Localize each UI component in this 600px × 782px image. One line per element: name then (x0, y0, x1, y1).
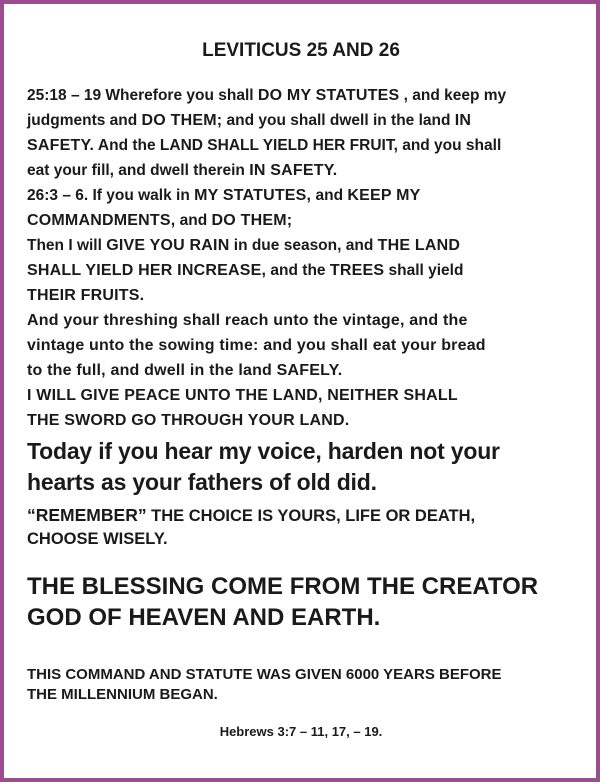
blessing-line-1: THE BLESSING COME FROM THE CREATOR (27, 573, 539, 600)
remember-line (27, 505, 475, 526)
emphasis: DO MY STATUTES (257, 87, 400, 104)
text: eat your fill, and dwell therein (27, 162, 250, 179)
text: THE SWORD GO THROUGH YOUR LAND. (27, 412, 350, 429)
text: Then I will (27, 237, 107, 254)
emphasis: DO THEM; (211, 212, 293, 229)
verse-line (27, 112, 471, 130)
verse-line (27, 287, 144, 305)
text: judgments and (27, 112, 142, 129)
text: in due season, and (229, 237, 378, 254)
emphasis: MY STATUTES, (194, 187, 312, 204)
command-line-1: THIS COMMAND AND STATUTE WAS GIVEN 6000 YEARS BEFORE (27, 666, 502, 683)
verse-line (27, 262, 463, 280)
verse-line (27, 337, 486, 355)
text: and (311, 187, 348, 204)
remember-text: THE CHOICE IS YOURS, LIFE OR DEATH, (146, 507, 476, 525)
verse-line (27, 412, 349, 430)
verse-line (27, 237, 460, 255)
emphasis: TREES (329, 262, 385, 279)
text: I WILL GIVE PEACE UNTO THE LAND, NEITHER SHALL (27, 387, 458, 404)
remember-line-2: CHOOSE WISELY. (27, 530, 168, 548)
verse-line (27, 362, 342, 380)
emphasis: THE LAND (377, 237, 461, 254)
verse-line (27, 87, 506, 105)
text: And the LAND SHALL YIELD HER FRUIT, and you shall (94, 137, 502, 154)
today-line-2: hearts as your fathers of old did. (27, 469, 377, 495)
text: shall yield (384, 262, 464, 279)
text: and (175, 212, 212, 229)
verse-line (27, 312, 468, 330)
text: and you shall dwell in the land (222, 112, 455, 129)
scripture-reference: Hebrews 3:7 – 11, 17, – 19. (219, 724, 383, 739)
emphasis: THEIR FRUITS. (27, 287, 145, 304)
emphasis: GIVE YOU RAIN (106, 237, 230, 254)
emphasis: SAFELY. (276, 362, 343, 379)
text: 26:3 – 6. If you walk in (27, 187, 195, 204)
text: , and keep my (399, 87, 507, 104)
page-title: LEVITICUS 25 AND 26 (202, 40, 400, 61)
today-line-1: Today if you hear my voice, harden not your (27, 438, 500, 464)
text: to the full, and dwell in the land (27, 362, 277, 379)
verse-line (27, 187, 421, 205)
text: 25:18 – 19 Wherefore you shall (27, 87, 258, 104)
emphasis: SAFETY. (27, 137, 95, 154)
blessing-line-2: GOD OF HEAVEN AND EARTH. (27, 604, 381, 631)
emphasis: IN (454, 112, 472, 129)
emphasis: IN SAFETY. (249, 162, 338, 179)
verse-line (27, 387, 458, 405)
text: And your threshing shall reach unto the vintage, and the (27, 312, 468, 329)
emphasis: DO THEM; (141, 112, 223, 129)
emphasis: KEEP MY (347, 187, 421, 204)
command-line-2: THE MILLENNIUM BEGAN. (27, 686, 218, 703)
verse-line (27, 137, 501, 155)
verse-line (27, 212, 292, 230)
remember-word: “REMEMBER” (27, 505, 147, 525)
verse-line (27, 162, 337, 180)
text: vintage unto the sowing time: and you shall eat your bread (27, 337, 486, 354)
emphasis: COMMANDMENTS, (27, 212, 176, 229)
emphasis: SHALL YIELD HER INCREASE, (27, 262, 267, 279)
text: and the (266, 262, 330, 279)
